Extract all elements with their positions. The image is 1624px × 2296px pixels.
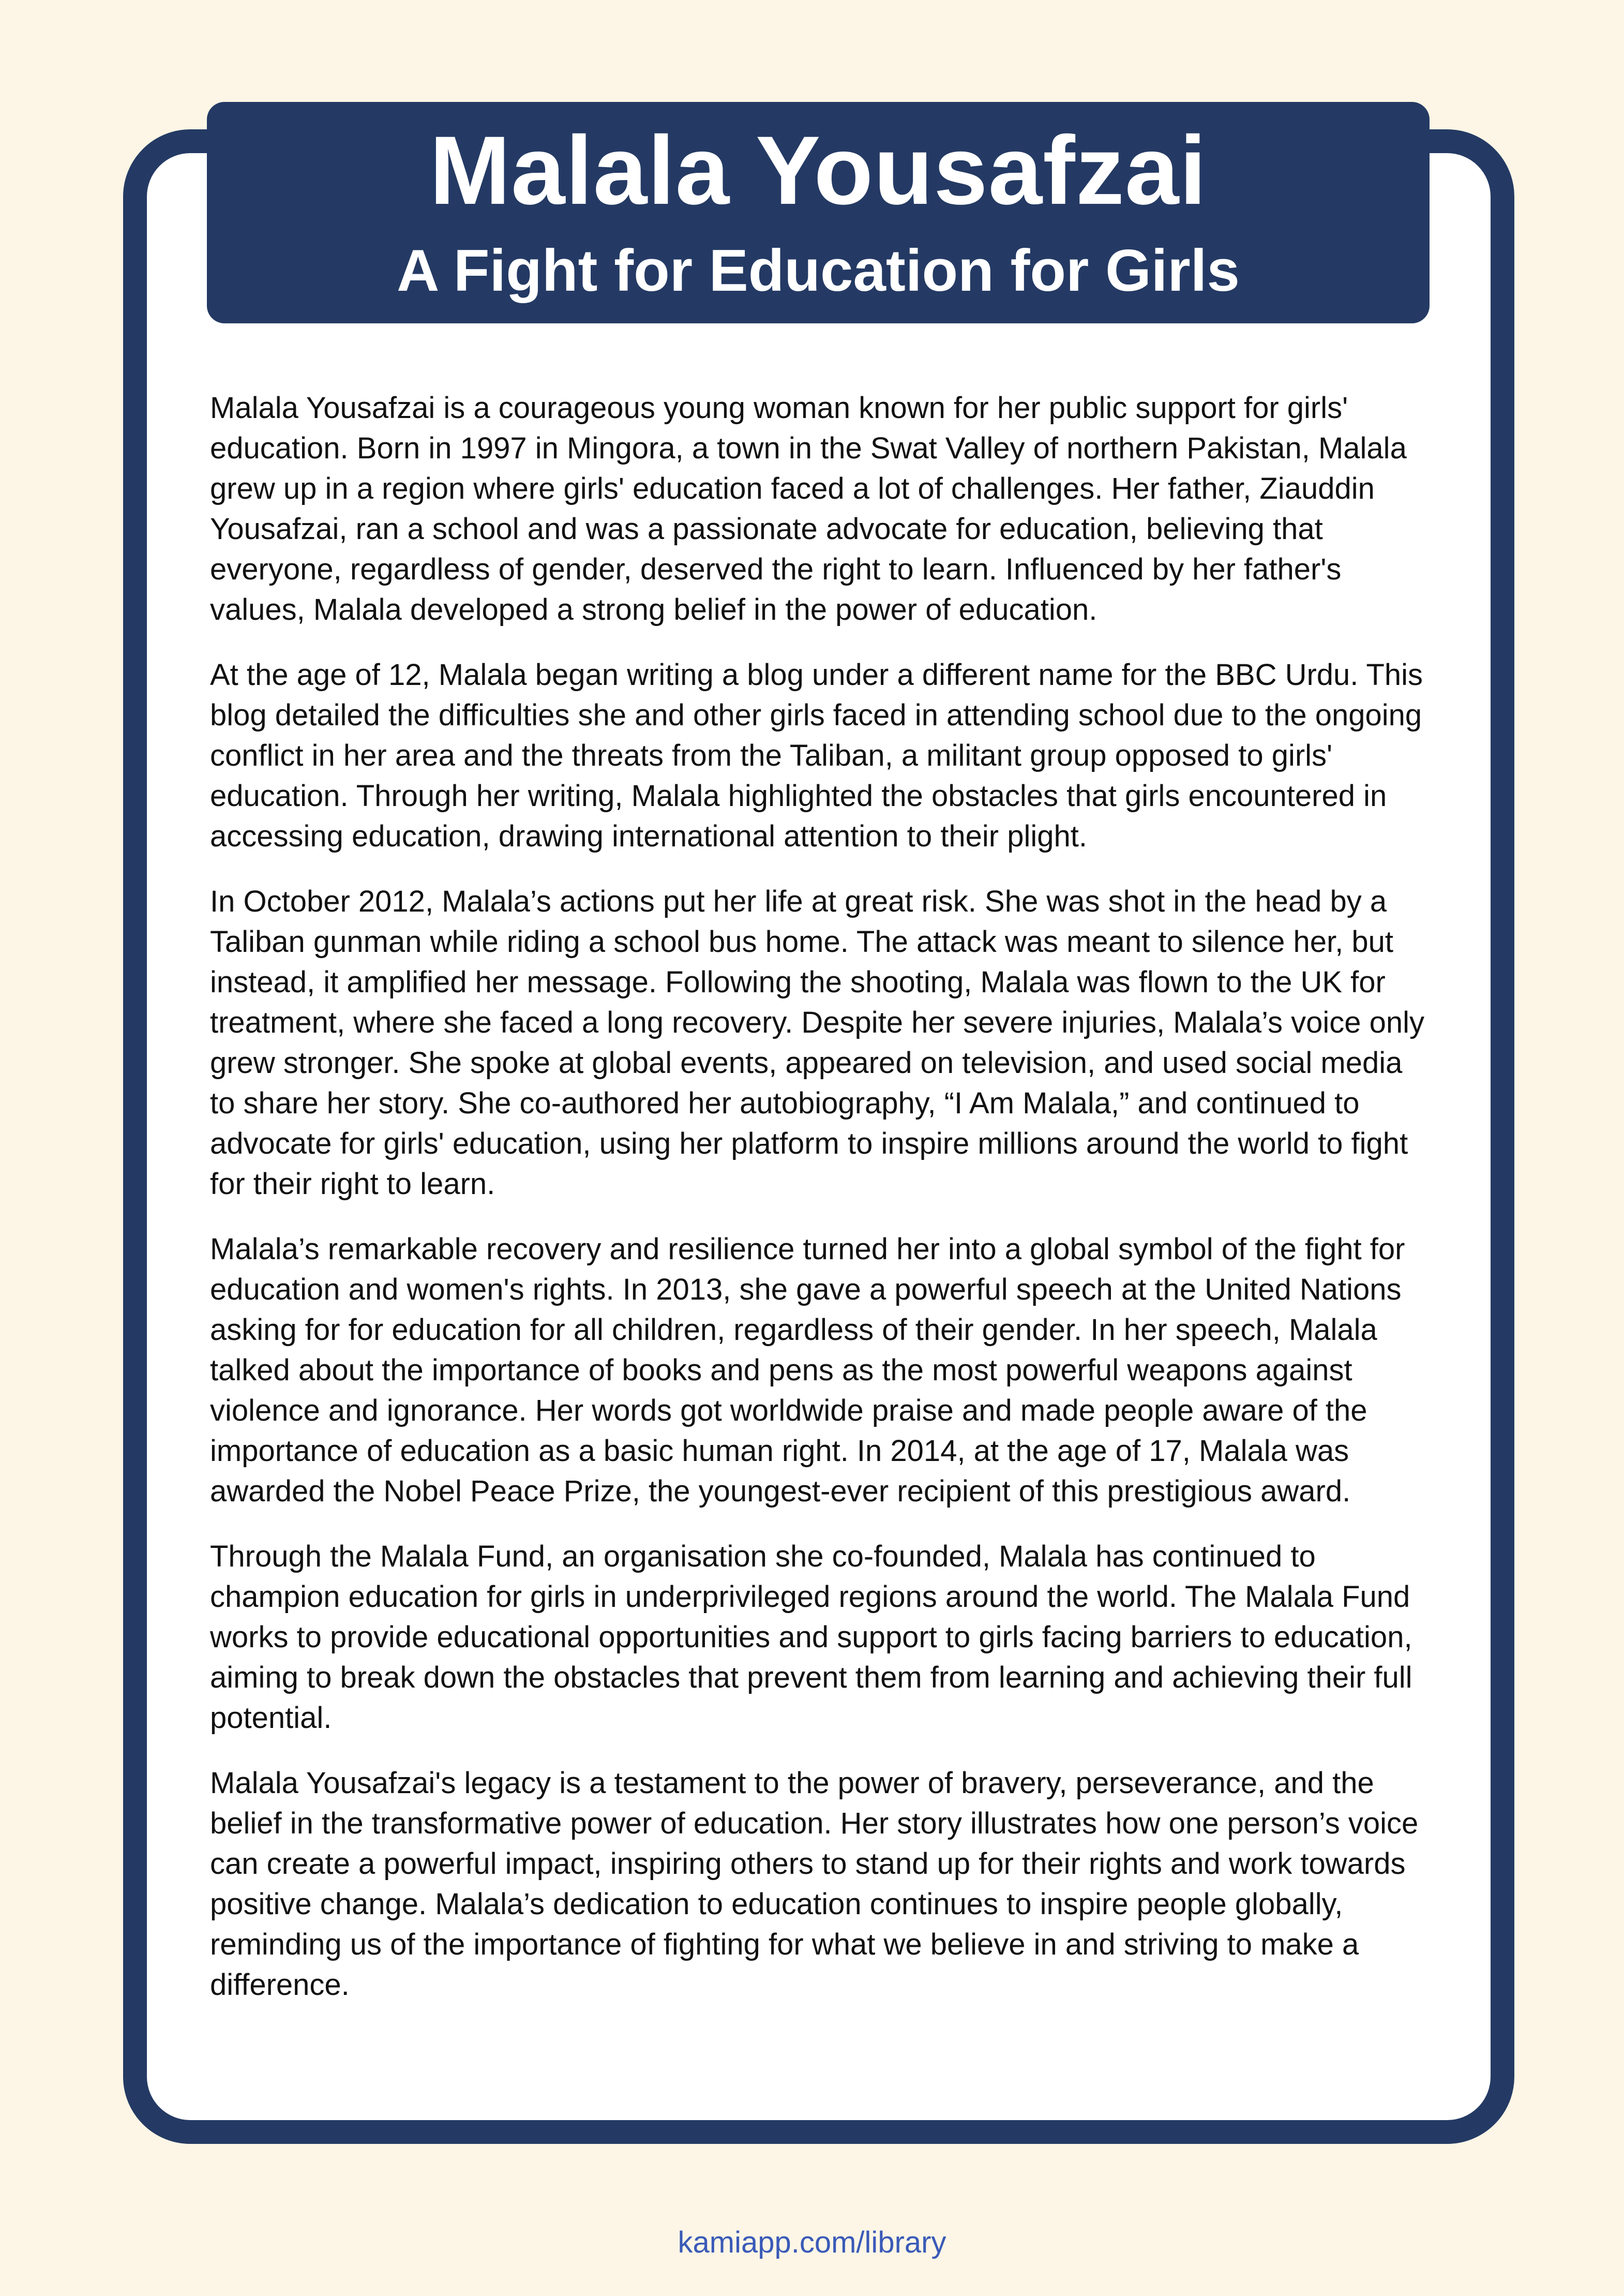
paragraph-3: In October 2012, Malala’s actions put her life at great risk. She was shot in the head by a Taliban gunman while riding a school bus home. The attack was meant to silence her, but instead, it amplified her message. Following the shooting, Malala was flown to the UK for treatment, where she faced a long recovery. Despite her severe injuries, Malala’s voice only grew stronger. She spoke at global events, appeared on television, and used social media to share her story. She co-authored her autobiography, “I Am Malala,” and continued to advocate for girls' education, using her platform to inspire millions around the world to fight for their right to learn. [210,885,1425,1201]
article-body [210,388,1434,2030]
page-title: Malala Yousafzai [429,116,1207,225]
paragraph-1: Malala Yousafzai is a courageous young woman known for her public support for girls' education. Born in 1997 in Mingora, a town in the Swat Valley of northern Pakistan, Malala grew up in a region where girls' education faced a lot of challenges. Her father, Ziauddin Yousafzai, ran a school and was a passionate advocate for education, believing that everyone, regardless of gender, deserved the right to learn. Influenced by her father's values, Malala developed a strong belief in the power of education. [210,391,1407,627]
paragraph-2: At the age of 12, Malala began writing a blog under a different name for the BBC Urdu. This blog detailed the difficulties she and other girls faced in attending school due to the ongoing conflict in her area and the threats from the Taliban, a militant group opposed to girls' education. Through her writing, Malala highlighted the obstacles that girls encountered in accessing education, drawing international attention to their plight. [210,658,1423,853]
footer-link[interactable]: kamiapp.com/library [678,2226,946,2259]
page-subtitle: A Fight for Education for Girls [397,238,1240,304]
paragraph-5: Through the Malala Fund, an organisation she co-founded, Malala has continued to champion education for girls in underprivileged regions around the world. The Malala Fund works to provide educational opportunities and support to girls facing barriers to education, aiming to break down the obstacles that prevent them from learning and achieving their full potential. [210,1540,1412,1735]
paragraph-4: Malala’s remarkable recovery and resilience turned her into a global symbol of the fight for education and women's rights. In 2013, she gave a powerful speech at the United Nations asking for for education for all children, regardless of their gender. In her speech, Malala talked about the importance of books and pens as the most powerful weapons against violence and ignorance. Her words got worldwide praise and made people aware of the importance of education as a basic human right. In 2014, at the age of 17, Malala was awarded the Nobel Peace Prize, the youngest-ever recipient of this prestigious award. [210,1232,1405,1508]
title-banner [207,102,1430,323]
paragraph-6: Malala Yousafzai's legacy is a testament to the power of bravery, perseverance, and the belief in the transformative power of education. Her story illustrates how one person’s voice can create a powerful impact, inspiring others to stand up for their rights and work towards positive change. Malala’s dedication to education continues to inspire people globally, reminding us of the importance of fighting for what we believe in and striving to make a difference. [210,1766,1419,2002]
